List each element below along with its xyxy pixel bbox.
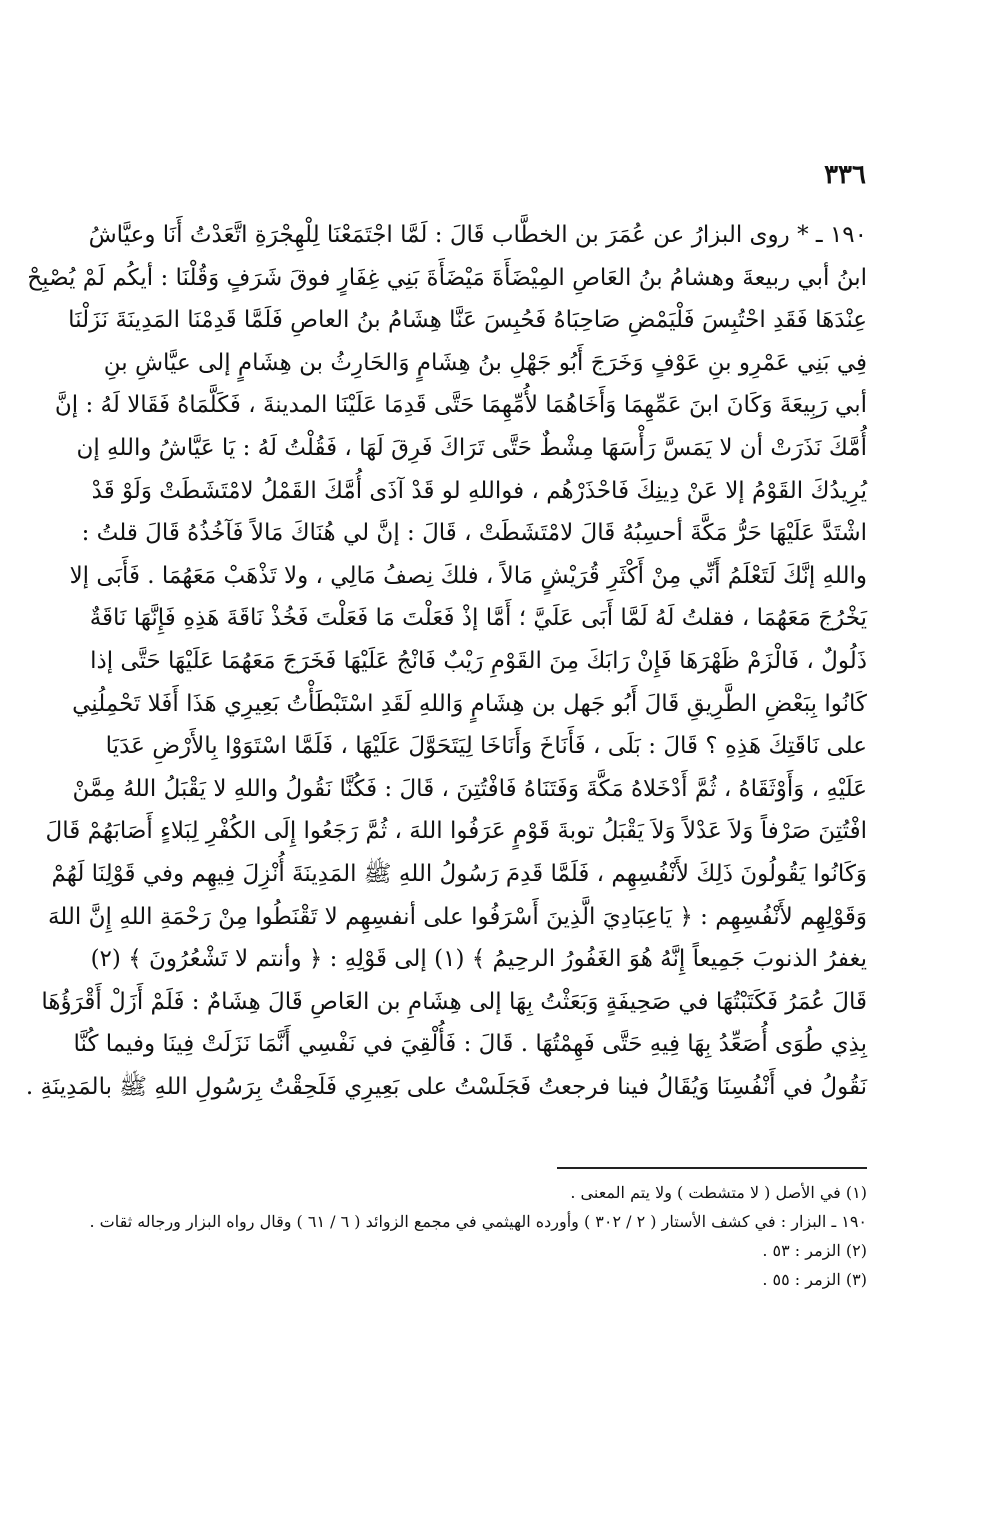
footnote: (٢) الزمر : ٥٣ . — [762, 1241, 867, 1260]
text-line: يُرِيدُكَ القَوْمُ إلا عَنْ دِينِكَ فَاحْذَرْهُم ، فواللهِ لو قَدْ آذَى أُمَّكَ القَمْلُ لامْتَشَطَتْ وَلَوْ قَدْ — [91, 477, 867, 504]
text-line: وَكَانُوا يَقُولُونَ ذَلِكَ لأَنْفُسِهِم ، فَلَمَّا قَدِمَ رَسُولُ اللهِ ﷺ المَدِينَةَ أُنْزِلَ فِيهِم وفي قَوْلِنَا لَهُمْ — [51, 860, 867, 887]
footnote: (١) في الأصل ( لا متشطت ) ولا يتم المعنى . — [570, 1183, 867, 1202]
text-line: ابنُ أبي ربيعةَ وهشامُ بنُ العَاصِ المِيْضَأَةَ مَيْضَأَةَ بَنِي غِفَارٍ فوقَ شَرَفٍ وَقُلْنَا : أيكُم لَمْ يُصْبِحْ — [27, 264, 867, 291]
text-line: أبي رَبِيعَةَ وَكَانَ ابنَ عَمِّهِمَا وَأَخَاهُمَا لأُمِّهِمَا حَتَّى قَدِمَا عَلَيْنَا المدينةَ ، فَكَلَّمَاهُ فَقَالا لَهُ : إنَّ — [54, 392, 867, 419]
text-line: ١٩٠ ـ * روى البزارُ عن عُمَرَ بن الخطَّاب قَالَ : لَمَّا اجْتَمَعْنَا لِلْهِجْرَةِ اتَّعَدْتُ أَنَا وعيَّاشُ — [88, 222, 867, 248]
text-line: فِي بَنِي عَمْرِو بنِ عَوْفٍ وَخَرَجَ أَبُو جَهْلِ بنُ هِشَامٍ وَالحَارِثُ بن هِشَامٍ إلى عيَّاشِ بنِ — [103, 349, 867, 376]
footnote: (٣) الزمر : ٥٥ . — [762, 1270, 867, 1289]
page-number: ٣٣٦ — [824, 160, 866, 190]
text-line: نَقُولُ في أَنْفُسِنَا وَيُقَالُ فينا فرجعتُ فَجَلَسْتُ على بَعِيرِي فَلَحِقْتُ بِرَسُولِ اللهِ ﷺ بالمَدِينَةِ . — [25, 1073, 867, 1100]
text-line: افْتُتِنَ صَرْفاً وَلاَ عَدْلاً وَلاَ يَقْبَلُ توبةَ قَوْمٍ عَرَفُوا اللهَ ، ثُمَّ رَجَعُوا إِلَى الكُفْرِ لِبَلاءٍ أَصَابَهُمْ قَالَ — [45, 818, 867, 845]
text-line: واللهِ إنَّكَ لَتَعْلَمُ أَنِّي مِنْ أَكْثَرِ قُرَيْشٍ مَالاً ، فلكَ نِصفُ مَالِي ، ولا تَذْهَبْ مَعَهُمَا . فَأَبَى إلا — [69, 562, 867, 589]
text-line: وَقَوْلِهِم لأَنْفُسِهِم : ﴿ يَاعِبَادِيَ الَّذِينَ أَسْرَفُوا على أنفسِهِم لا تَقْنَطُوا مِنْ رَحْمَةِ اللهِ إِنَّ اللهَ — [47, 903, 867, 930]
footnote: ١٩٠ ـ البزار : في كشف الأستار ( ٢ / ٣٠٢ ) وأورده الهيثمي في مجمع الزوائد ( ٦ / ٦١ ) وقال رواه البزار ورجاله ثقات . — [89, 1212, 867, 1231]
text-line: أُمَّكَ نَذَرَتْ أن لا يَمَسَّ رَأْسَهَا مِشْطٌ حَتَّى تَرَاكَ فَرِقَ لَهَا ، فَقُلْتُ لَهُ : يَا عَيَّاشُ واللهِ إن — [76, 434, 867, 461]
text-line: يَخْرُجَ مَعَهُمَا ، فقلتُ لَهُ لَمَّا أَبَى عَلَيَّ ؛ أَمَّا إذْ فَعَلْتَ مَا فَعَلْتَ فَخُذْ نَاقَةَ هَذِهِ فَإِنَّهَا نَاقَةٌ — [89, 605, 867, 632]
hadith-text — [25, 214, 867, 1108]
text-line: بِذِي طُوَى أُصَعِّدُ بِهَا فِيهِ حَتَّى فَهِمْتُهَا . قَالَ : فَأُلْقِيَ في نَفْسِي أَنَّمَا نَزَلَتْ فِينَا وفيما كُنَّا — [73, 1031, 867, 1058]
text-line: عَلَيْهِ ، وَأَوْثَقَاهُ ، ثُمَّ أَدْخَلاهُ مَكَّةَ وَفَتَنَاهُ فَافْتُتِنَ ، قَالَ : فَكُنَّا نَقُولُ واللهِ لا يَقْبَلُ اللهُ مِمَّنْ — [72, 775, 867, 802]
text-line: عِنْدَهَا فَقَدِ احْتُبِسَ فَلْيَمْضِ صَاحِبَاهُ فَحُبِسَ عَنَّا هِشَامُ بنُ العاصِ فَلَمَّا قَدِمْنَا المَدِينَةَ نَزَلْنَا — [68, 307, 867, 334]
text-line: يغفرُ الذنوبَ جَمِيعاً إِنَّهُ هُوَ الغَفُورُ الرحِيمُ ﴾ (١) إلى قَوْلِهِ : ﴿ وأنتم لا تَشْعُرُونَ ﴾ (٢) — [90, 946, 867, 973]
text-line: قَالَ عُمَرُ فَكَتَبْتُهَا في صَحِيفَةٍ وَبَعَثْتُ بِهَا إلى هِشَامِ بن العَاصِ قَالَ هِشَامٌ : فَلَمْ أَزَلْ أَقْرَؤُهَا — [41, 988, 867, 1015]
text-line: ذَلُولٌ ، فَالْزَمْ ظَهْرَهَا فَإِنْ رَابَكَ مِنَ القَوْمِ رَيْبٌ فَانْجُ عَلَيْهَا فَخَرَجَ مَعَهُمَا عَلَيْهَا حَتَّى إذا — [90, 647, 867, 674]
text-line: على نَاقَتِكَ هَذِهِ ؟ قَالَ : بَلَى ، فَأَنَاخَ وَأَنَاخَا لِيَتَحَوَّلَ عَلَيْهَا ، فَلَمَّا اسْتَوَوْا بِالأَرْضِ عَدَيَا — [105, 733, 867, 760]
footnote-separator — [557, 1167, 867, 1169]
text-line: اشْتَدَّ عَلَيْهَا حَرُّ مَكَّةَ أحسِبُهُ قَالَ لامْتَشَطَتْ ، قَالَ : إنَّ لي هُنَاكَ مَالاً فَآخُذُهُ قَالَ قلتُ : — [81, 520, 867, 547]
text-line: كَانُوا بِبَعْضِ الطَّرِيقِ قَالَ أَبُو جَهل بن هِشَامٍ وَاللهِ لَقَدِ اسْتَبْطَأْتُ بَعِيرِي هَذَا أَفَلا تَحْمِلُنِي — [72, 690, 867, 717]
footnotes — [89, 1178, 867, 1294]
